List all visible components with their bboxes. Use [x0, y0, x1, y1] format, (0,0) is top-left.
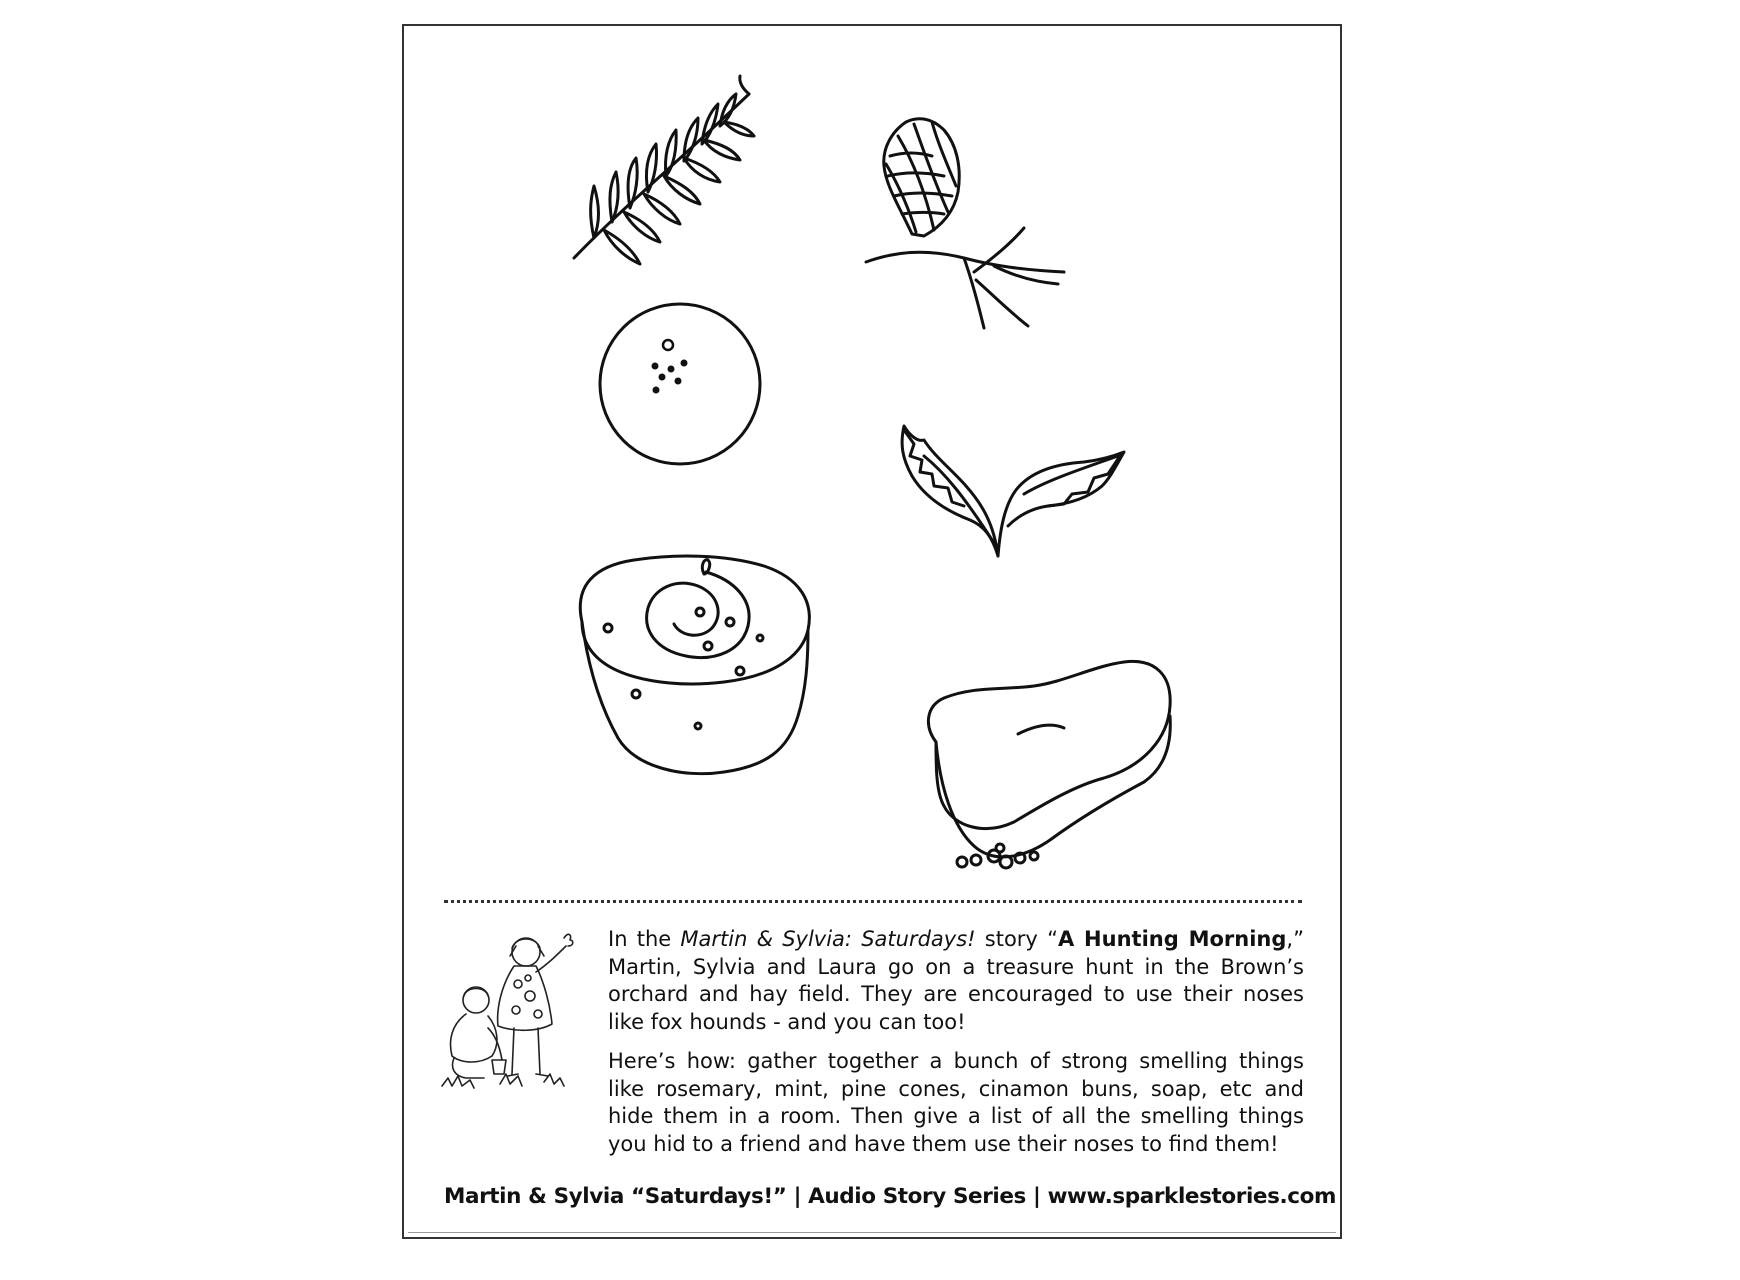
children-illustration — [440, 924, 580, 1094]
intro-paragraph — [608, 926, 1304, 1036]
intro-rest: ,” Martin, Sylvia and Laura go on a treasure hunt in the Brown’s orchard and hay field. They are encouraged to use their noses like fox hounds - and you can too! — [608, 927, 1304, 1034]
soap-bar-icon — [928, 661, 1170, 868]
mint-leaves-icon — [902, 426, 1124, 556]
dotted-divider — [444, 900, 1302, 903]
intro-story-word: story “ — [975, 927, 1058, 951]
cinnamon-bun-icon — [580, 556, 809, 774]
activity-page — [402, 24, 1342, 1239]
intro-prefix: In the — [608, 927, 681, 951]
pine-cone-icon — [866, 119, 1064, 328]
series-name: Martin & Sylvia: Saturdays! — [680, 927, 976, 951]
rosemary-sprig-icon — [574, 76, 754, 264]
story-description — [608, 926, 1304, 1170]
instructions-paragraph: Here’s how: gather together a bunch of strong smelling things like rosemary, mint, pine cones, cinamon buns, soap, etc and hide them in a room. Then give a list of all the smelling things you hid to a friend and have them use their noses to find them! — [608, 1049, 1304, 1156]
story-title: A Hunting Morning — [1057, 927, 1287, 951]
footer-credit: Martin & Sylvia “Saturdays!” | Audio Story Series | www.sparklestories.com — [444, 1184, 1336, 1209]
orange-icon — [600, 304, 760, 464]
coloring-illustrations — [404, 26, 1340, 896]
